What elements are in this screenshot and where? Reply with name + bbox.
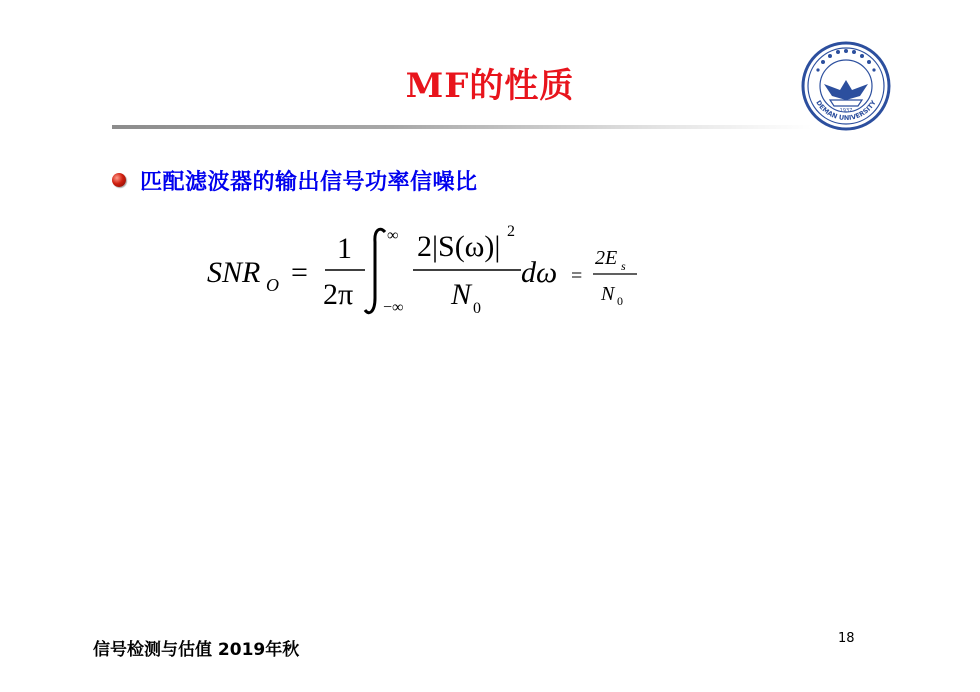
page-number: 18 xyxy=(838,631,855,646)
integral-upper-limit: ∞ xyxy=(387,227,399,244)
integral-lower-limit: −∞ xyxy=(383,299,404,316)
formula-frac-numerator: 1 xyxy=(337,232,352,265)
snr-formula xyxy=(205,212,655,322)
bullet-dot-icon xyxy=(112,173,126,187)
result-numerator-sub: s xyxy=(621,259,626,273)
formula-lhs-sub: O xyxy=(266,275,279,295)
formula-lhs: SNR xyxy=(207,256,261,289)
slide-title: MF的性质 xyxy=(405,66,575,106)
result-denominator: N xyxy=(601,283,615,305)
university-seal-logo xyxy=(800,40,892,132)
bullet-text: 匹配滤波器的输出信号功率信噪比 xyxy=(140,169,478,195)
integrand-denominator-sub: 0 xyxy=(473,300,481,317)
integrand-denominator: N xyxy=(451,278,472,311)
formula-frac-denominator: 2π xyxy=(323,278,354,311)
formula-equals-1: = xyxy=(291,256,308,289)
integrand-exponent: 2 xyxy=(507,223,515,240)
formula-equals-2: = xyxy=(571,265,583,287)
svg-text:DEMAN UNIVERSITY: DEMAN UNIVERSITY xyxy=(814,98,878,123)
footer-course-title: 信号检测与估值 2019年秋 xyxy=(93,640,300,660)
result-numerator: 2E xyxy=(595,247,618,269)
title-divider xyxy=(112,125,812,129)
result-denominator-sub: 0 xyxy=(617,294,623,308)
svg-text:1937: 1937 xyxy=(839,108,853,114)
integral-sign xyxy=(365,229,385,312)
integrand-numerator: 2|S(ω)| xyxy=(417,230,501,263)
formula-differential: dω xyxy=(521,256,558,289)
bullet-item xyxy=(112,164,478,196)
